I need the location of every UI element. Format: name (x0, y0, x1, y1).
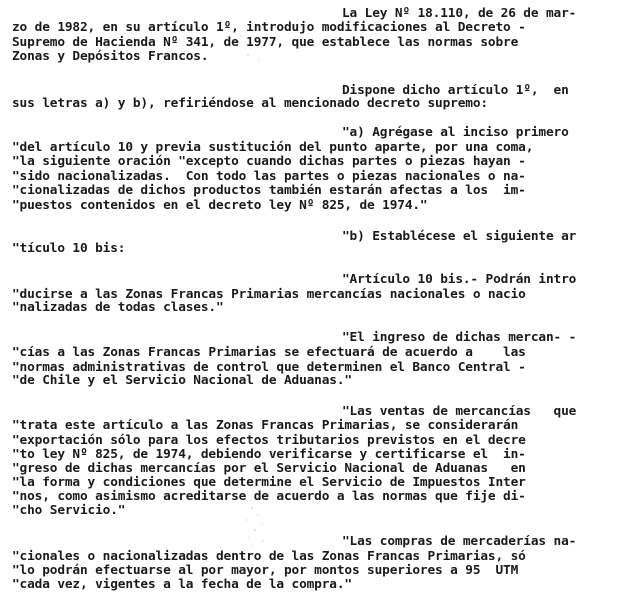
p7-line-8: "cho Servicio." (12, 503, 126, 518)
p7-line-5: "greso de dichas mercancías por el Servicio Nacional de Aduanas en (12, 461, 526, 476)
p2-line-2: sus letras a) y b), refiriéndose al mencionado decreto supremo: (12, 96, 488, 111)
p1-line-4: Zonas y Depósitos Francos. (12, 49, 209, 64)
p7-line-2: "trata este artículo a las Zonas Francas Primarias, se considerarán (12, 418, 519, 433)
p6-line-1: "El ingreso de dichas mercan- - (342, 330, 577, 345)
p7-line-3: "exportación sólo para los efectos tributarios previstos en el decre (12, 433, 526, 448)
p3-line-4: "sido nacionalizadas. Con todo las partes o piezas nacionales o na- (12, 169, 526, 184)
p8-line-4: "cada vez, vigentes a la fecha de la compra." (12, 577, 352, 592)
p4-line-1: "b) Establécese el siguiente ar (342, 229, 577, 244)
p5-line-1: "Artículo 10 bis.- Podrán intro (342, 272, 577, 287)
p8-line-2: "cionales o nacionalizadas dentro de las Zonas Francas Primarias, só (12, 549, 526, 564)
p1-line-2: zo de 1982, en su artículo 1º, introdujo modificaciones al Decreto - (12, 20, 526, 35)
p4-line-2: "tículo 10 bis: (12, 241, 126, 256)
p3-line-2: "del artículo 10 y previa sustitución del punto aparte, por una coma, (12, 140, 534, 155)
p3-line-5: "cionalizadas de dichos productos también estarán afectas a los im- (12, 183, 526, 198)
p8-line-1: "Las compras de mercaderías na- (342, 534, 577, 549)
p8-line-3: "lo podrán efectuarse al por mayor, por montos superiores a 95 UTM (12, 563, 519, 578)
p3-line-3: "la siguiente oración "excepto cuando dichas partes o piezas hayan - (12, 154, 526, 169)
p6-line-2: "cías a las Zonas Francas Primarias se efectuará de acuerdo a las (12, 345, 526, 360)
p7-line-6: "la forma y condiciones que determine el Servicio de Impuestos Inter (12, 475, 526, 490)
p1-line-1: La Ley Nº 18.110, de 26 de mar- (342, 6, 577, 21)
p7-line-7: "nos, como asimismo acreditarse de acuerdo a las normas que fije di- (12, 489, 526, 504)
p7-line-1: "Las ventas de mercancías que (342, 404, 577, 419)
p3-line-1: "a) Agrégase al inciso primero (342, 125, 569, 140)
p2-line-1: Dispone dicho artículo 1º, en (342, 83, 569, 98)
p6-line-3: "normas administrativas de control que determinen el Banco Central - (12, 360, 526, 375)
p1-line-3: Supremo de Hacienda Nº 341, de 1977, que establece las normas sobre (12, 35, 519, 50)
p6-line-4: "de Chile y el Servicio Nacional de Aduanas." (12, 373, 352, 388)
p7-line-4: "to ley Nº 825, de 1974, debiendo verificarse y certificarse el in- (12, 447, 526, 462)
p5-line-2: "ducirse a las Zonas Francas Primarias mercancías nacionales o nacio (12, 287, 526, 302)
p3-line-6: "puestos contenidos en el decreto ley Nº 825, de 1974." (12, 198, 428, 213)
p5-line-3: "nalizadas de todas clases." (12, 300, 224, 315)
